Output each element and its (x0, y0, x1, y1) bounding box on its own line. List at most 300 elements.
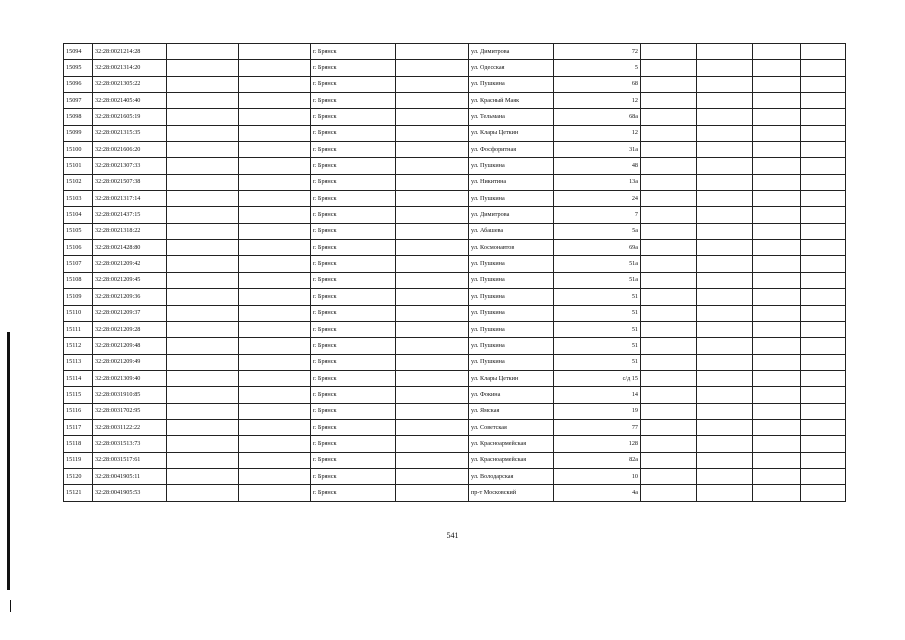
empty-cell (753, 305, 801, 321)
empty-cell (753, 289, 801, 305)
empty-cell (396, 289, 469, 305)
empty-cell (753, 191, 801, 207)
empty-cell (239, 436, 311, 452)
city-cell: г. Брянск (311, 109, 396, 125)
city-cell: г. Брянск (311, 370, 396, 386)
street-cell: ул. Советская (469, 419, 554, 435)
record-number-cell: 15115 (64, 387, 93, 403)
empty-cell (641, 207, 697, 223)
empty-cell (641, 158, 697, 174)
record-number-cell: 15101 (64, 158, 93, 174)
empty-cell (801, 207, 846, 223)
street-cell: ул. Одесская (469, 60, 554, 76)
empty-cell (753, 93, 801, 109)
table-row (64, 174, 846, 190)
empty-cell (239, 158, 311, 174)
street-cell: ул. Никитина (469, 174, 554, 190)
empty-cell (641, 387, 697, 403)
cadastral-number-cell: 32:28:0041905:11 (93, 468, 167, 484)
empty-cell (697, 436, 753, 452)
house-number-cell: 14 (554, 387, 641, 403)
empty-cell (167, 403, 239, 419)
street-cell: ул. Пушкина (469, 158, 554, 174)
street-cell: ул. Красноармейская (469, 452, 554, 468)
city-cell: г. Брянск (311, 142, 396, 158)
empty-cell (167, 272, 239, 288)
city-cell: г. Брянск (311, 468, 396, 484)
empty-cell (239, 191, 311, 207)
cadastral-number-cell: 32:28:0021309:40 (93, 370, 167, 386)
table-row (64, 158, 846, 174)
empty-cell (396, 256, 469, 272)
empty-cell (641, 93, 697, 109)
empty-cell (753, 223, 801, 239)
empty-cell (801, 468, 846, 484)
street-cell: ул. Димитрова (469, 207, 554, 223)
table-row (64, 76, 846, 92)
empty-cell (239, 60, 311, 76)
empty-cell (167, 338, 239, 354)
empty-cell (239, 403, 311, 419)
record-number-cell: 15108 (64, 272, 93, 288)
empty-cell (697, 387, 753, 403)
empty-cell (801, 174, 846, 190)
table-row (64, 370, 846, 386)
empty-cell (167, 223, 239, 239)
table-row (64, 321, 846, 337)
house-number-cell: 77 (554, 419, 641, 435)
empty-cell (697, 354, 753, 370)
empty-cell (239, 321, 311, 337)
city-cell: г. Брянск (311, 240, 396, 256)
empty-cell (753, 338, 801, 354)
house-number-cell: 72 (554, 44, 641, 60)
house-number-cell: 10 (554, 468, 641, 484)
empty-cell (697, 207, 753, 223)
empty-cell (641, 485, 697, 501)
table-row (64, 223, 846, 239)
empty-cell (801, 272, 846, 288)
cadastral-number-cell: 32:28:0031517:61 (93, 452, 167, 468)
record-number-cell: 15120 (64, 468, 93, 484)
scan-edge-mark (7, 332, 10, 590)
empty-cell (753, 387, 801, 403)
city-cell: г. Брянск (311, 125, 396, 141)
empty-cell (801, 44, 846, 60)
registry-table (63, 43, 846, 502)
house-number-cell: 13а (554, 174, 641, 190)
empty-cell (753, 240, 801, 256)
empty-cell (801, 354, 846, 370)
empty-cell (801, 240, 846, 256)
street-cell: ул. Володарская (469, 468, 554, 484)
record-number-cell: 15098 (64, 109, 93, 125)
house-number-cell: 12 (554, 93, 641, 109)
record-number-cell: 15103 (64, 191, 93, 207)
empty-cell (697, 44, 753, 60)
empty-cell (167, 419, 239, 435)
empty-cell (697, 191, 753, 207)
empty-cell (167, 289, 239, 305)
empty-cell (697, 305, 753, 321)
empty-cell (697, 125, 753, 141)
empty-cell (641, 223, 697, 239)
empty-cell (167, 240, 239, 256)
record-number-cell: 15112 (64, 338, 93, 354)
cadastral-number-cell: 32:28:0021606:20 (93, 142, 167, 158)
empty-cell (753, 354, 801, 370)
record-number-cell: 15111 (64, 321, 93, 337)
empty-cell (753, 109, 801, 125)
empty-cell (396, 207, 469, 223)
empty-cell (396, 403, 469, 419)
empty-cell (167, 370, 239, 386)
empty-cell (801, 419, 846, 435)
empty-cell (239, 76, 311, 92)
cadastral-number-cell: 32:28:0021314:20 (93, 60, 167, 76)
empty-cell (239, 109, 311, 125)
empty-cell (753, 419, 801, 435)
empty-cell (239, 240, 311, 256)
empty-cell (697, 321, 753, 337)
city-cell: г. Брянск (311, 305, 396, 321)
empty-cell (753, 158, 801, 174)
empty-cell (167, 142, 239, 158)
city-cell: г. Брянск (311, 158, 396, 174)
empty-cell (753, 436, 801, 452)
empty-cell (396, 125, 469, 141)
street-cell: ул. Красный Маяк (469, 93, 554, 109)
table-row (64, 256, 846, 272)
table-row (64, 60, 846, 76)
empty-cell (396, 93, 469, 109)
empty-cell (697, 240, 753, 256)
empty-cell (239, 93, 311, 109)
empty-cell (697, 338, 753, 354)
empty-cell (396, 305, 469, 321)
house-number-cell: 128 (554, 436, 641, 452)
empty-cell (641, 321, 697, 337)
cadastral-number-cell: 32:28:0031702:95 (93, 403, 167, 419)
record-number-cell: 15121 (64, 485, 93, 501)
record-number-cell: 15116 (64, 403, 93, 419)
cadastral-number-cell: 32:28:0031513:73 (93, 436, 167, 452)
cadastral-number-cell: 32:28:0021605:19 (93, 109, 167, 125)
house-number-cell: 24 (554, 191, 641, 207)
empty-cell (753, 207, 801, 223)
city-cell: г. Брянск (311, 256, 396, 272)
empty-cell (167, 158, 239, 174)
record-number-cell: 15110 (64, 305, 93, 321)
registry-rows (64, 44, 846, 502)
table-row (64, 485, 846, 501)
record-number-cell: 15100 (64, 142, 93, 158)
cadastral-number-cell: 32:28:0021209:45 (93, 272, 167, 288)
house-number-cell: 51а (554, 256, 641, 272)
table-row (64, 142, 846, 158)
empty-cell (167, 125, 239, 141)
table-row (64, 272, 846, 288)
house-number-cell: 51 (554, 305, 641, 321)
record-number-cell: 15105 (64, 223, 93, 239)
empty-cell (396, 44, 469, 60)
record-number-cell: 15099 (64, 125, 93, 141)
empty-cell (396, 338, 469, 354)
city-cell: г. Брянск (311, 174, 396, 190)
city-cell: г. Брянск (311, 485, 396, 501)
empty-cell (239, 223, 311, 239)
empty-cell (396, 109, 469, 125)
house-number-cell: 51а (554, 272, 641, 288)
street-cell: ул. Клары Цеткин (469, 370, 554, 386)
empty-cell (641, 125, 697, 141)
empty-cell (753, 485, 801, 501)
empty-cell (753, 174, 801, 190)
empty-cell (801, 452, 846, 468)
empty-cell (239, 289, 311, 305)
empty-cell (801, 60, 846, 76)
table-row (64, 44, 846, 60)
empty-cell (396, 76, 469, 92)
empty-cell (641, 76, 697, 92)
empty-cell (641, 272, 697, 288)
street-cell: ул. Пушкина (469, 272, 554, 288)
house-number-cell: 19 (554, 403, 641, 419)
empty-cell (239, 468, 311, 484)
empty-cell (753, 125, 801, 141)
city-cell: г. Брянск (311, 44, 396, 60)
empty-cell (641, 354, 697, 370)
empty-cell (396, 354, 469, 370)
table-row (64, 240, 846, 256)
empty-cell (167, 485, 239, 501)
empty-cell (239, 370, 311, 386)
empty-cell (641, 60, 697, 76)
empty-cell (801, 321, 846, 337)
empty-cell (801, 289, 846, 305)
street-cell: ул. Пушкина (469, 256, 554, 272)
table-row (64, 305, 846, 321)
empty-cell (697, 272, 753, 288)
street-cell: ул. Красноармейская (469, 436, 554, 452)
empty-cell (239, 207, 311, 223)
empty-cell (167, 76, 239, 92)
empty-cell (697, 76, 753, 92)
empty-cell (641, 436, 697, 452)
empty-cell (239, 419, 311, 435)
cadastral-number-cell: 32:28:0021305:22 (93, 76, 167, 92)
street-cell: ул. Пушкина (469, 305, 554, 321)
street-cell: ул. Фосфоритная (469, 142, 554, 158)
record-number-cell: 15095 (64, 60, 93, 76)
empty-cell (239, 44, 311, 60)
house-number-cell: 7 (554, 207, 641, 223)
house-number-cell: 51 (554, 321, 641, 337)
empty-cell (396, 158, 469, 174)
table-row (64, 468, 846, 484)
empty-cell (801, 387, 846, 403)
empty-cell (239, 174, 311, 190)
empty-cell (167, 207, 239, 223)
house-number-cell: 31а (554, 142, 641, 158)
empty-cell (167, 256, 239, 272)
house-number-cell: 12 (554, 125, 641, 141)
empty-cell (239, 354, 311, 370)
empty-cell (753, 60, 801, 76)
empty-cell (801, 158, 846, 174)
street-cell: пр-т Московский (469, 485, 554, 501)
cadastral-number-cell: 32:28:0021315:35 (93, 125, 167, 141)
record-number-cell: 15106 (64, 240, 93, 256)
empty-cell (641, 403, 697, 419)
empty-cell (641, 419, 697, 435)
empty-cell (801, 93, 846, 109)
house-number-cell: 68а (554, 109, 641, 125)
empty-cell (167, 452, 239, 468)
empty-cell (801, 485, 846, 501)
empty-cell (167, 387, 239, 403)
city-cell: г. Брянск (311, 223, 396, 239)
empty-cell (697, 289, 753, 305)
scan-edge-mark-small (10, 600, 11, 612)
empty-cell (396, 468, 469, 484)
empty-cell (801, 109, 846, 125)
empty-cell (167, 321, 239, 337)
cadastral-number-cell: 32:28:0021209:37 (93, 305, 167, 321)
empty-cell (753, 44, 801, 60)
empty-cell (396, 485, 469, 501)
table-row (64, 452, 846, 468)
empty-cell (167, 109, 239, 125)
cadastral-number-cell: 32:28:0021317:14 (93, 191, 167, 207)
empty-cell (641, 256, 697, 272)
empty-cell (697, 158, 753, 174)
city-cell: г. Брянск (311, 338, 396, 354)
empty-cell (239, 338, 311, 354)
empty-cell (697, 109, 753, 125)
table-row (64, 436, 846, 452)
empty-cell (697, 403, 753, 419)
cadastral-number-cell: 32:28:0021209:42 (93, 256, 167, 272)
record-number-cell: 15119 (64, 452, 93, 468)
street-cell: ул. Димитрова (469, 44, 554, 60)
empty-cell (697, 93, 753, 109)
empty-cell (396, 452, 469, 468)
record-number-cell: 15096 (64, 76, 93, 92)
house-number-cell: 51 (554, 289, 641, 305)
city-cell: г. Брянск (311, 321, 396, 337)
house-number-cell: 4а (554, 485, 641, 501)
cadastral-number-cell: 32:28:0021428:80 (93, 240, 167, 256)
street-cell: ул. Пушкина (469, 354, 554, 370)
cadastral-number-cell: 32:28:0021405:40 (93, 93, 167, 109)
empty-cell (641, 142, 697, 158)
table-row (64, 109, 846, 125)
record-number-cell: 15113 (64, 354, 93, 370)
city-cell: г. Брянск (311, 387, 396, 403)
empty-cell (801, 305, 846, 321)
empty-cell (167, 436, 239, 452)
empty-cell (641, 174, 697, 190)
empty-cell (801, 142, 846, 158)
empty-cell (396, 387, 469, 403)
empty-cell (753, 468, 801, 484)
house-number-cell: 48 (554, 158, 641, 174)
empty-cell (239, 305, 311, 321)
table-row (64, 387, 846, 403)
house-number-cell: 51 (554, 338, 641, 354)
empty-cell (801, 338, 846, 354)
empty-cell (396, 174, 469, 190)
empty-cell (641, 109, 697, 125)
cadastral-number-cell: 32:28:0021209:48 (93, 338, 167, 354)
empty-cell (396, 240, 469, 256)
city-cell: г. Брянск (311, 60, 396, 76)
empty-cell (697, 485, 753, 501)
empty-cell (753, 403, 801, 419)
empty-cell (167, 174, 239, 190)
empty-cell (753, 76, 801, 92)
house-number-cell: 68 (554, 76, 641, 92)
table-row (64, 207, 846, 223)
city-cell: г. Брянск (311, 354, 396, 370)
record-number-cell: 15107 (64, 256, 93, 272)
city-cell: г. Брянск (311, 76, 396, 92)
cadastral-number-cell: 32:28:0031910:85 (93, 387, 167, 403)
empty-cell (641, 370, 697, 386)
house-number-cell: 51 (554, 354, 641, 370)
empty-cell (697, 174, 753, 190)
cadastral-number-cell: 32:28:0021209:49 (93, 354, 167, 370)
city-cell: г. Брянск (311, 403, 396, 419)
empty-cell (801, 403, 846, 419)
street-cell: ул. Клары Цеткин (469, 125, 554, 141)
cadastral-number-cell: 32:28:0021318:22 (93, 223, 167, 239)
empty-cell (641, 468, 697, 484)
cadastral-number-cell: 32:28:0021214:28 (93, 44, 167, 60)
street-cell: ул. Пушкина (469, 289, 554, 305)
empty-cell (753, 452, 801, 468)
empty-cell (753, 321, 801, 337)
empty-cell (239, 485, 311, 501)
empty-cell (641, 305, 697, 321)
street-cell: ул. Ямская (469, 403, 554, 419)
cadastral-number-cell: 32:28:0031122:22 (93, 419, 167, 435)
record-number-cell: 15117 (64, 419, 93, 435)
page-number: 541 (446, 531, 459, 540)
cadastral-number-cell: 32:28:0041905:53 (93, 485, 167, 501)
city-cell: г. Брянск (311, 191, 396, 207)
table-row (64, 93, 846, 109)
record-number-cell: 15094 (64, 44, 93, 60)
city-cell: г. Брянск (311, 452, 396, 468)
city-cell: г. Брянск (311, 289, 396, 305)
street-cell: ул. Пушкина (469, 321, 554, 337)
empty-cell (801, 370, 846, 386)
table-row (64, 419, 846, 435)
cadastral-number-cell: 32:28:0021209:36 (93, 289, 167, 305)
empty-cell (801, 125, 846, 141)
empty-cell (396, 419, 469, 435)
record-number-cell: 15114 (64, 370, 93, 386)
empty-cell (801, 256, 846, 272)
empty-cell (167, 354, 239, 370)
empty-cell (239, 387, 311, 403)
city-cell: г. Брянск (311, 419, 396, 435)
street-cell: ул. Пушкина (469, 191, 554, 207)
empty-cell (697, 256, 753, 272)
empty-cell (641, 452, 697, 468)
